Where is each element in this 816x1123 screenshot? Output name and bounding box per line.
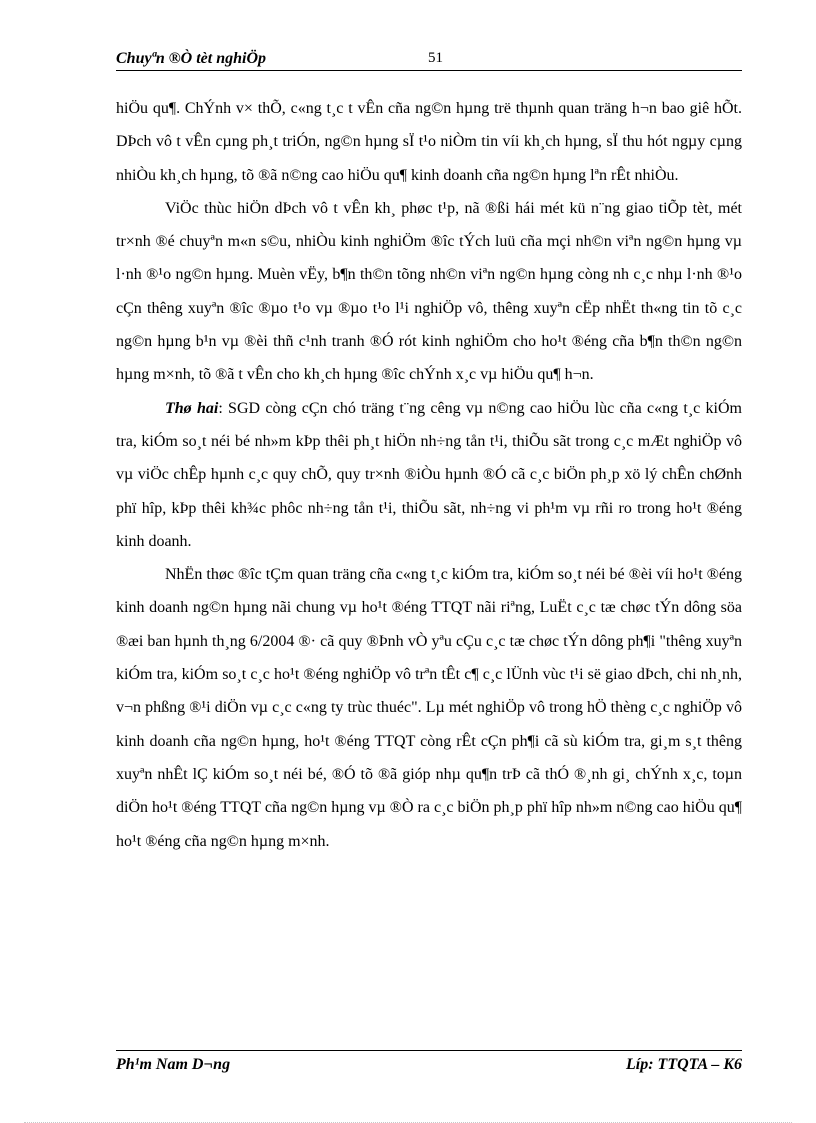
paragraph-text: : SGD còng cÇn chó träng t¨ng cêng vµ n©ng cao hiÖu lùc cña c«ng t¸c kiÓm tra, kiÓm so¸t néi bé nh»m kÞp thêi ph¸t hiÖn nh÷ng tån t¹i, thiÕu sãt trong c¸c mÆt nghiÖp vô vµ viÖc chÊp hµnh c¸c quy chÕ, quy tr×nh ®iÒu hµnh ®Ó cã c¸c biÖn ph¸p xö lý chÊn chØnh phï hîp, kÞp thêi kh¾c phôc nh÷ng tån t¹i, thiÕu sãt, nh÷ng vi ph¹m vµ rñi ro trong ho¹t ®éng kinh doanh.	[116, 399, 743, 550]
page-footer	[116, 1050, 742, 1081]
paragraph-advisory-skills	[116, 192, 742, 392]
body-text	[116, 92, 742, 858]
header-title: Chuyªn ®Ò tèt nghiÖp	[116, 50, 267, 67]
paragraph-internal-control	[116, 558, 742, 858]
paragraph-second-point	[116, 392, 742, 558]
paragraph-text: hiÖu qu¶. ChÝnh v× thÕ, c«ng t¸c t vÊn cña ng©n hµng trë thµnh quan träng h¬n bao giê hÕt. DÞch vô t vÊn cµng ph¸t triÓn, ng©n hµng sÏ t¹o niÒm tin víi kh¸ch hµng, sÏ thu hót ngµy cµng nhiÒu kh¸ch hµng, tõ ®ã n©ng cao hiÖu qu¶ kinh doanh cña ng©n hµng lªn rÊt nhiÒu.	[116, 100, 742, 184]
footer-author: Ph¹m Nam D¬ng	[116, 1056, 231, 1073]
page-header	[116, 44, 742, 71]
paragraph-continuation	[116, 92, 742, 192]
paragraph-text: NhËn thøc ®îc tÇm quan träng cña c«ng t¸c kiÓm tra, kiÓm so¸t néi bé ®èi víi ho¹t ®éng kinh doanh ng©n hµng nãi chung vµ ho¹t ®éng TTQT nãi riªng, LuËt c¸c tæ chøc tÝn dông söa ®æi ban hµnh th¸ng 6/2004 ®· cã quy ®Þnh vÒ yªu cÇu c¸c tæ chøc tÝn dông ph¶i "thêng xuyªn kiÓm tra, kiÓm so¸t c¸c ho¹t ®éng nghiÖp vô trªn tÊt c¶ c¸c lÜnh vùc t¹i së giao dÞch, chi nh¸nh, v¬n phßng ®¹i diÖn vµ c¸c c«ng ty trùc thuéc". Lµ mét nghiÖp vô trong hÖ thèng c¸c nghiÖp vô kinh doanh cña ng©n hµng, ho¹t ®éng TTQT còng rÊt cÇn ph¶i cã sù kiÓm tra, gi¸m s¸t thêng xuyªn nhÊt lÇ kiÓm so¸t néi bé, ®Ó tõ ®ã gióp nhµ qu¶n trÞ cã thÓ ®¸nh gi¸ chÝnh x¸c, toµn diÖn ho¹t ®éng TTQT cña ng©n hµng vµ ®Ò ra c¸c biÖn ph¸p phï hîp nh»m n©ng cao hiÖu qu¶ ho¹t ®éng cña ng©n hµng m×nh.	[116, 566, 742, 850]
page-number: 51	[428, 50, 443, 66]
paragraph-lead: Thø hai	[165, 399, 219, 417]
paragraph-text: ViÖc thùc hiÖn dÞch vô t vÊn kh¸ phøc t¹p, nã ®ßi hái mét kü n¨ng giao tiÕp tèt, mét tr×nh ®é chuyªn m«n s©u, nhiÒu kinh nghiÖm ®îc tÝch luü cña mçi nh©n viªn ng©n hµng vµ l·nh ®¹o ng©n hµng. Muèn vËy, b¶n th©n tõng nh©n viªn ng©n hµng còng nh c¸c nhµ l·nh ®¹o cÇn thêng xuyªn ®îc ®µo t¹o vµ ®µo t¹o l¹i nghiÖp vô, thêng xuyªn cËp nhËt th«ng tin tõ c¸c ng©n hµng b¹n vµ ®èi thñ c¹nh tranh ®Ó rót kinh nghiÖm cho ho¹t ®éng cña b¶n th©n ng©n hµng m×nh, tõ ®ã t vÊn cho kh¸ch hµng ®îc chÝnh x¸c vµ hiÖu qu¶ h¬n.	[116, 199, 742, 384]
footer-class: Líp: TTQTA – K6	[626, 1056, 742, 1073]
